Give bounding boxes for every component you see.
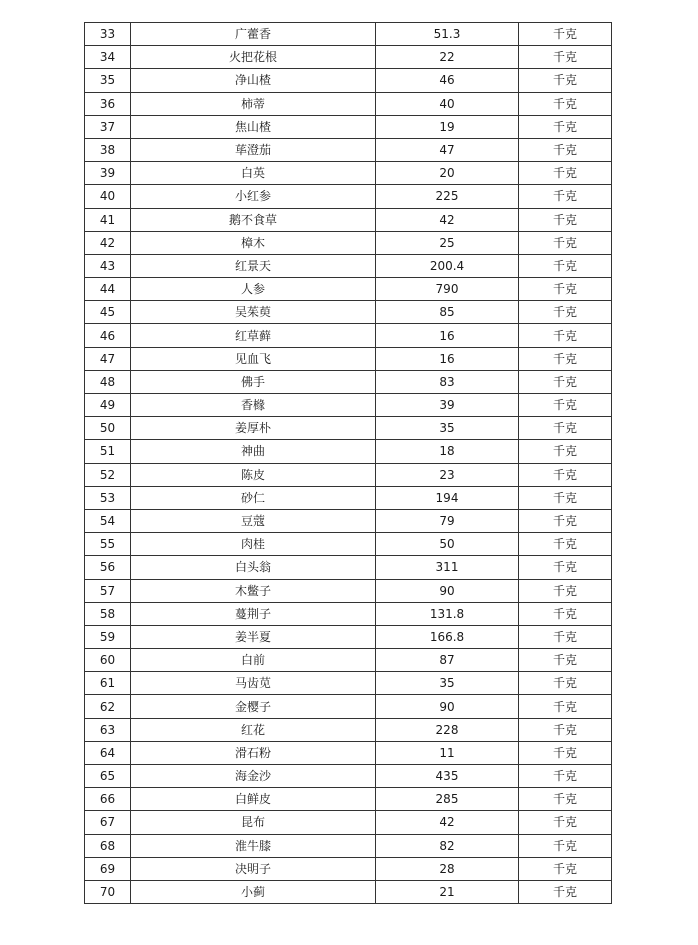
table-row [85,115,612,138]
herb-quantity-table [84,22,612,904]
table-row [85,417,612,440]
unit-cell: 千克 [519,811,612,834]
row-number-cell: 56 [85,556,131,579]
row-number-cell: 55 [85,533,131,556]
row-number-cell: 40 [85,185,131,208]
unit-cell: 千克 [519,440,612,463]
row-number-cell: 52 [85,463,131,486]
table-row [85,765,612,788]
quantity-cell: 47 [376,138,519,161]
unit-cell: 千克 [519,301,612,324]
row-number-cell: 58 [85,602,131,625]
quantity-cell: 200.4 [376,254,519,277]
row-number-cell: 44 [85,278,131,301]
row-number-cell: 47 [85,347,131,370]
quantity-cell: 46 [376,69,519,92]
table-row [85,278,612,301]
quantity-cell: 42 [376,811,519,834]
unit-cell: 千克 [519,602,612,625]
table-row [85,394,612,417]
unit-cell: 千克 [519,185,612,208]
row-number-cell: 66 [85,788,131,811]
quantity-cell: 285 [376,788,519,811]
quantity-cell: 79 [376,509,519,532]
herb-name-cell: 昆布 [131,811,376,834]
table-row [85,162,612,185]
herb-name-cell: 火把花根 [131,46,376,69]
row-number-cell: 49 [85,394,131,417]
quantity-cell: 42 [376,208,519,231]
row-number-cell: 36 [85,92,131,115]
row-number-cell: 63 [85,718,131,741]
row-number-cell: 41 [85,208,131,231]
unit-cell: 千克 [519,579,612,602]
quantity-cell: 90 [376,579,519,602]
quantity-cell: 85 [376,301,519,324]
quantity-cell: 87 [376,649,519,672]
table-row [85,695,612,718]
unit-cell: 千克 [519,370,612,393]
row-number-cell: 48 [85,370,131,393]
unit-cell: 千克 [519,254,612,277]
table-row [85,46,612,69]
table-row [85,301,612,324]
table-row [85,834,612,857]
quantity-cell: 35 [376,672,519,695]
row-number-cell: 69 [85,857,131,880]
table-row [85,788,612,811]
quantity-cell: 194 [376,486,519,509]
herb-name-cell: 白英 [131,162,376,185]
table-row [85,509,612,532]
herb-name-cell: 滑石粉 [131,741,376,764]
herb-name-cell: 红花 [131,718,376,741]
herb-name-cell: 决明子 [131,857,376,880]
herb-name-cell: 香橼 [131,394,376,417]
herb-name-cell: 陈皮 [131,463,376,486]
row-number-cell: 57 [85,579,131,602]
row-number-cell: 38 [85,138,131,161]
herb-name-cell: 白前 [131,649,376,672]
table-row [85,370,612,393]
quantity-cell: 39 [376,394,519,417]
quantity-cell: 90 [376,695,519,718]
table-row [85,811,612,834]
quantity-cell: 228 [376,718,519,741]
herb-name-cell: 佛手 [131,370,376,393]
herb-name-cell: 小蓟 [131,880,376,903]
quantity-cell: 21 [376,880,519,903]
unit-cell: 千克 [519,718,612,741]
herb-name-cell: 见血飞 [131,347,376,370]
quantity-cell: 40 [376,92,519,115]
herb-name-cell: 吴茱萸 [131,301,376,324]
table-row [85,741,612,764]
quantity-cell: 225 [376,185,519,208]
table-row [85,649,612,672]
row-number-cell: 33 [85,23,131,46]
herb-quantity-table-page [84,22,611,904]
quantity-cell: 25 [376,231,519,254]
unit-cell: 千克 [519,162,612,185]
table-row [85,556,612,579]
row-number-cell: 67 [85,811,131,834]
table-row [85,347,612,370]
row-number-cell: 34 [85,46,131,69]
unit-cell: 千克 [519,695,612,718]
row-number-cell: 68 [85,834,131,857]
row-number-cell: 62 [85,695,131,718]
table-row [85,486,612,509]
table-row [85,185,612,208]
herb-name-cell: 荜澄茄 [131,138,376,161]
unit-cell: 千克 [519,69,612,92]
row-number-cell: 61 [85,672,131,695]
table-row [85,672,612,695]
quantity-cell: 166.8 [376,625,519,648]
unit-cell: 千克 [519,463,612,486]
quantity-cell: 131.8 [376,602,519,625]
quantity-cell: 19 [376,115,519,138]
unit-cell: 千克 [519,788,612,811]
table-row [85,254,612,277]
unit-cell: 千克 [519,741,612,764]
herb-name-cell: 淮牛膝 [131,834,376,857]
table-row [85,718,612,741]
unit-cell: 千克 [519,834,612,857]
herb-name-cell: 鹅不食草 [131,208,376,231]
table-row [85,23,612,46]
table-row [85,625,612,648]
row-number-cell: 70 [85,880,131,903]
row-number-cell: 59 [85,625,131,648]
table-row [85,463,612,486]
row-number-cell: 54 [85,509,131,532]
unit-cell: 千克 [519,394,612,417]
quantity-cell: 82 [376,834,519,857]
herb-name-cell: 焦山楂 [131,115,376,138]
table-row [85,579,612,602]
herb-name-cell: 白鲜皮 [131,788,376,811]
herb-name-cell: 砂仁 [131,486,376,509]
unit-cell: 千克 [519,92,612,115]
table-row [85,880,612,903]
unit-cell: 千克 [519,649,612,672]
herb-name-cell: 木鳖子 [131,579,376,602]
row-number-cell: 60 [85,649,131,672]
herb-name-cell: 广藿香 [131,23,376,46]
quantity-cell: 16 [376,347,519,370]
unit-cell: 千克 [519,347,612,370]
unit-cell: 千克 [519,46,612,69]
table-row [85,231,612,254]
quantity-cell: 435 [376,765,519,788]
unit-cell: 千克 [519,533,612,556]
quantity-cell: 311 [376,556,519,579]
herb-name-cell: 净山楂 [131,69,376,92]
herb-name-cell: 豆蔻 [131,509,376,532]
row-number-cell: 53 [85,486,131,509]
table-row [85,857,612,880]
table-row [85,324,612,347]
quantity-cell: 23 [376,463,519,486]
unit-cell: 千克 [519,556,612,579]
herb-name-cell: 小红参 [131,185,376,208]
table-row [85,440,612,463]
row-number-cell: 45 [85,301,131,324]
herb-name-cell: 柿蒂 [131,92,376,115]
row-number-cell: 43 [85,254,131,277]
unit-cell: 千克 [519,625,612,648]
quantity-cell: 51.3 [376,23,519,46]
herb-name-cell: 白头翁 [131,556,376,579]
herb-name-cell: 肉桂 [131,533,376,556]
quantity-cell: 83 [376,370,519,393]
table-row [85,92,612,115]
herb-name-cell: 金樱子 [131,695,376,718]
unit-cell: 千克 [519,857,612,880]
herb-name-cell: 樟木 [131,231,376,254]
unit-cell: 千克 [519,880,612,903]
herb-name-cell: 红景天 [131,254,376,277]
row-number-cell: 46 [85,324,131,347]
unit-cell: 千克 [519,23,612,46]
unit-cell: 千克 [519,231,612,254]
quantity-cell: 20 [376,162,519,185]
row-number-cell: 37 [85,115,131,138]
row-number-cell: 50 [85,417,131,440]
row-number-cell: 42 [85,231,131,254]
quantity-cell: 28 [376,857,519,880]
herb-name-cell: 姜厚朴 [131,417,376,440]
quantity-cell: 790 [376,278,519,301]
herb-name-cell: 神曲 [131,440,376,463]
table-row [85,602,612,625]
quantity-cell: 35 [376,417,519,440]
row-number-cell: 35 [85,69,131,92]
quantity-cell: 11 [376,741,519,764]
herb-name-cell: 蔓荆子 [131,602,376,625]
quantity-cell: 16 [376,324,519,347]
unit-cell: 千克 [519,417,612,440]
row-number-cell: 51 [85,440,131,463]
unit-cell: 千克 [519,208,612,231]
unit-cell: 千克 [519,672,612,695]
table-row [85,533,612,556]
row-number-cell: 64 [85,741,131,764]
herb-name-cell: 马齿苋 [131,672,376,695]
quantity-cell: 18 [376,440,519,463]
herb-name-cell: 人参 [131,278,376,301]
row-number-cell: 39 [85,162,131,185]
unit-cell: 千克 [519,765,612,788]
table-body [85,23,612,904]
herb-name-cell: 姜半夏 [131,625,376,648]
herb-name-cell: 海金沙 [131,765,376,788]
unit-cell: 千克 [519,509,612,532]
row-number-cell: 65 [85,765,131,788]
unit-cell: 千克 [519,138,612,161]
unit-cell: 千克 [519,486,612,509]
table-row [85,208,612,231]
table-row [85,69,612,92]
unit-cell: 千克 [519,324,612,347]
unit-cell: 千克 [519,278,612,301]
quantity-cell: 22 [376,46,519,69]
herb-name-cell: 红草藓 [131,324,376,347]
table-row [85,138,612,161]
unit-cell: 千克 [519,115,612,138]
quantity-cell: 50 [376,533,519,556]
